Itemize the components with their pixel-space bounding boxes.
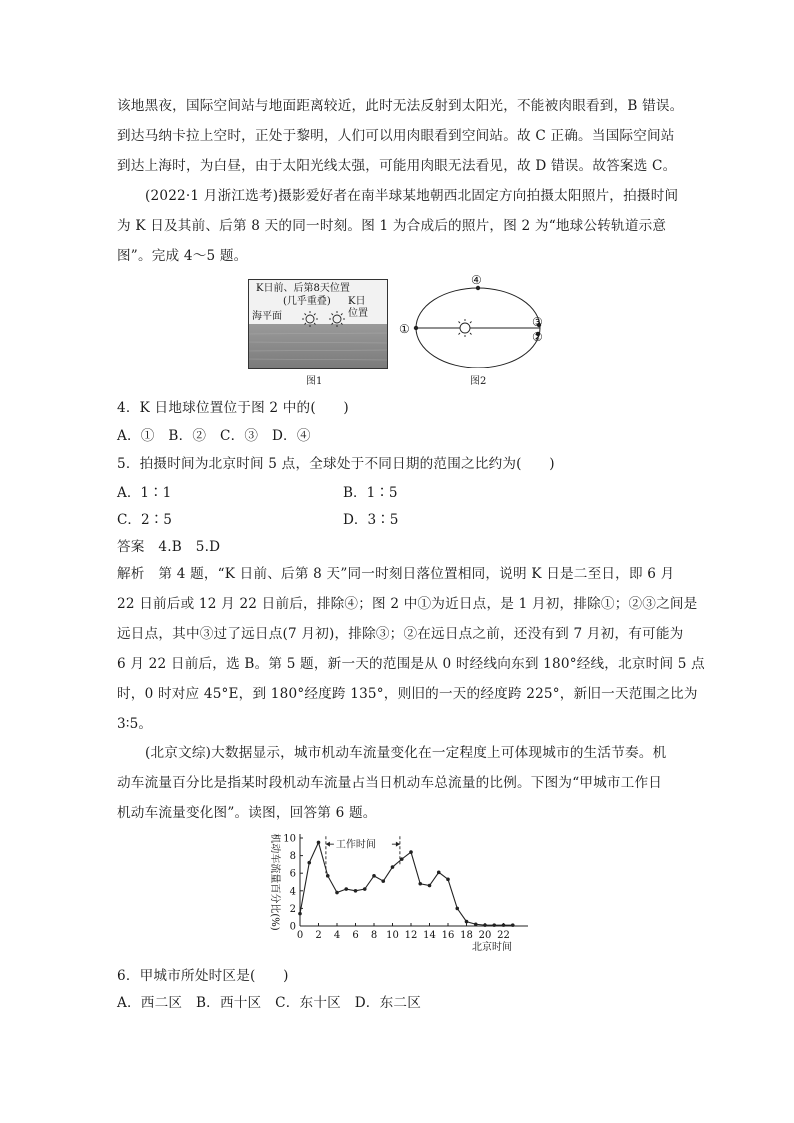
series-line (300, 842, 513, 925)
figure-2-caption: 图2 (470, 376, 487, 387)
chart-y-label: 机动车流量百分比(%) (269, 833, 280, 931)
x-tick-label: 18 (460, 930, 473, 941)
answer-line: 答案 4.B 5.D (117, 539, 221, 555)
analysis-line: 6 月 22 日前后，选 B。第 5 题，新一天的范围是从 0 时经线向东到 180°经线，北京时间 5 点 (117, 656, 705, 672)
data-point (391, 865, 395, 869)
analysis-line: 22 日前后或 12 月 22 日前后，排除④；图 2 中①为近日点，是 1 月初，排除①；②③之间是 (117, 596, 698, 612)
question-6-options: A．西二区 B．西十区 C．东十区 D．东二区 (117, 995, 421, 1011)
figure-1-label-top: K日前、后第8天位置 (256, 283, 350, 294)
question-5-stem: 5．拍摄时间为北京时间 5 点，全球处于不同日期的范围之比约为( ) (117, 456, 555, 472)
intro-6-line: 动车流量百分比是指某时段机动车流量占当日机动车总流量的比例。下图为“甲城市工作日 (117, 775, 663, 791)
data-point (381, 879, 385, 883)
data-point (363, 887, 367, 891)
x-tick-label: 6 (352, 930, 359, 941)
figure-1-photo (248, 279, 388, 369)
data-point (428, 884, 432, 888)
intro-line: (2022·1 月浙江选考)摄影爱好者在南半球某地朝西北固定方向拍摄太阳照片，拍摄时间 (145, 188, 679, 204)
analysis-line: 远日点，其中③过了远日点(7 月初)，排除③；②在远日点之前，还没有到 7 月初，有可能为 (117, 626, 684, 642)
figure-1-label-overlap: (几乎重叠) (283, 296, 331, 307)
x-tick-label: 2 (315, 930, 322, 941)
question-4-options: A．① B．② C．③ D．④ (117, 428, 311, 444)
data-point (511, 923, 515, 927)
data-point (474, 922, 478, 926)
y-tick-label: 0 (289, 921, 296, 933)
data-point (326, 874, 330, 878)
data-point (298, 912, 302, 916)
intro-line: 为 K 日及其前、后第 8 天的同一时刻。图 1 为合成后的照片，图 2 为“地球公转轨道示意 (117, 218, 667, 234)
data-point (446, 878, 450, 882)
analysis-line: 解析 第 4 题，“K 日前、后第 8 天”同一时刻日落位置相同，说明 K 日是二至日，即 6 月 (117, 566, 675, 582)
paragraph-line: 到达马纳卡拉上空时，正处于黎明，人们可以用肉眼看到空间站。故 C 正确。当国际空间站 (117, 128, 675, 144)
data-point (492, 923, 496, 927)
data-point (372, 874, 376, 878)
question-5-option-d: D．3∶5 (343, 512, 399, 528)
x-tick-label: 22 (497, 930, 510, 941)
question-5-option-c: C．2∶5 (117, 512, 172, 528)
intro-6-line: (北京文综)大数据显示，城市机动车流量变化在一定程度上可体现城市的生活节奏。机 (145, 745, 667, 761)
x-tick-label: 8 (370, 930, 378, 941)
chart-annotation-work-time: 工作时间 (335, 839, 376, 851)
data-point (465, 920, 469, 924)
point-label-4: ④ (471, 273, 482, 287)
data-point (418, 882, 422, 886)
x-tick-label: 16 (441, 930, 455, 941)
intro-6-line: 机动车流量变化图”。读图，回答第 6 题。 (117, 805, 377, 821)
data-point (307, 861, 311, 865)
y-tick-label: 2 (289, 903, 296, 915)
figure-2-orbit (398, 272, 553, 368)
question-5-option-a: A．1∶1 (117, 485, 172, 501)
paragraph-line: 到达上海时，为白昼，由于太阳光线太强，可能用肉眼无法看见，故 D 错误。故答案选 C。 (117, 158, 677, 174)
x-tick-label: 14 (423, 930, 436, 941)
x-tick-label: 12 (404, 930, 418, 941)
chart-x-label: 北京时间 (472, 942, 512, 953)
traffic-chart (262, 828, 532, 956)
x-tick-label: 10 (386, 930, 399, 941)
data-point (335, 891, 339, 895)
analysis-line: 3∶5。 (117, 716, 153, 732)
data-point (437, 871, 441, 875)
paragraph-line: 该地黑夜，国际空间站与地面距离较近，此时无法反射到太阳光，不能被肉眼看到，B 错误。 (117, 98, 684, 114)
x-tick-label: 20 (478, 930, 492, 941)
data-point (400, 857, 404, 861)
data-point (502, 923, 506, 927)
y-tick-label: 4 (289, 886, 296, 898)
figure-1-label-k: K日 (348, 296, 366, 307)
orbit-point-1 (414, 326, 418, 330)
question-5-option-b: B．1∶5 (343, 485, 398, 501)
figure-2 (398, 272, 553, 387)
data-point (354, 889, 358, 893)
traffic-chart-svg (262, 828, 532, 956)
data-point (344, 887, 348, 891)
y-tick-label: 6 (289, 868, 296, 880)
question-6-stem: 6．甲城市所处时区是( ) (117, 968, 289, 984)
data-point (409, 850, 413, 854)
analysis-line: 时，0 时对应 45°E，到 180°经度跨 135°，则旧的一天的经度跨 225°，新旧一天范围之比为 (117, 686, 698, 702)
data-point (317, 841, 321, 845)
y-tick-label: 10 (283, 833, 296, 845)
work-arrow-head-left (326, 842, 330, 847)
figure-1-caption: 图1 (306, 376, 323, 387)
intro-line: 图”。完成 4～5 题。 (117, 248, 248, 264)
point-label-2: ② (532, 330, 543, 344)
y-tick-label: 8 (289, 851, 296, 863)
data-point (455, 907, 459, 911)
figure-1-label-sea: 海平面 (252, 311, 282, 322)
figure-1 (248, 279, 388, 387)
figure-1-label-k2: 位置 (348, 308, 368, 319)
point-label-3: ③ (532, 315, 543, 329)
x-tick-label: 0 (296, 930, 304, 941)
data-point (483, 923, 487, 927)
work-arrow-head-right (396, 842, 400, 847)
question-4-stem: 4．K 日地球位置位于图 2 中的( ) (117, 400, 349, 416)
x-tick-label: 4 (333, 930, 341, 941)
point-label-1: ① (399, 322, 410, 336)
